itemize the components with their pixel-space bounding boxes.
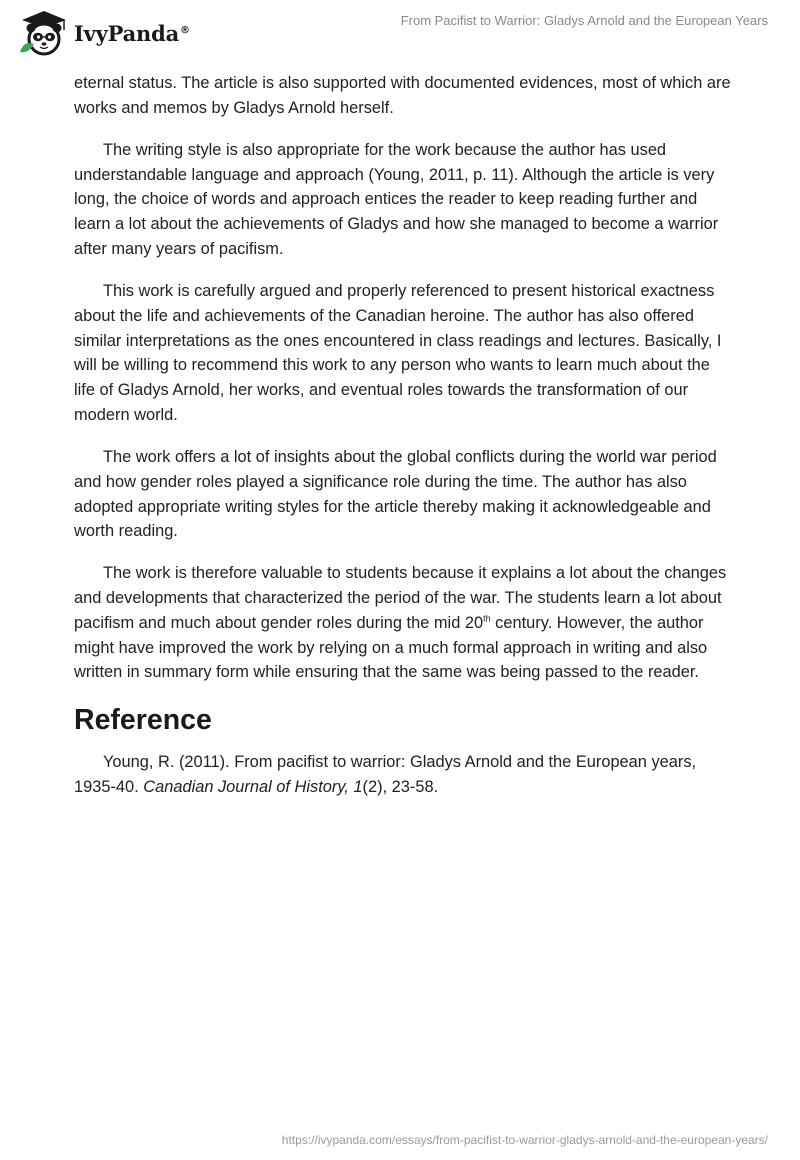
reference-entry: Young, R. (2011). From pacifist to warrior: Gladys Arnold and the European years, 1935-40. Canadian Journal of History, 1(2), 23-58. bbox=[74, 753, 697, 796]
logo-text: IvyPanda® bbox=[74, 20, 190, 46]
paragraph-5: The work is therefore valuable to students because it explains a lot about the changes and developments that characterized the period of the war. The students learn a lot about pacifism and much about gender roles during the mid 20th century. However, the author might have improved the work by relying on a much formal approach in writing and also written in summary form while ensuring that the same was being passed to the reader. bbox=[74, 564, 727, 682]
reference-heading: Reference bbox=[74, 704, 212, 737]
ivypanda-logo[interactable] bbox=[14, 8, 190, 58]
paragraph-4: The work offers a lot of insights about the global conflicts during the world war period and how gender roles played a significance role during the time. The author has also adopted appropriate writing styles for the article thereby making it acknowledgeable and worth reading. bbox=[74, 447, 717, 541]
superscript-th: th bbox=[483, 613, 491, 624]
footer-url[interactable]: https://ivypanda.com/essays/from-pacifist-to-warrior-gladys-arnold-and-the-european-years/ bbox=[281, 1133, 768, 1147]
paragraph-2: The writing style is also appropriate for the work because the author has used understandable language and approach (Young, 2011, p. 11). Although the article is very long, the choice of words and approach entices the reader to keep reading further and learn a lot about the achievements of Gladys and how she managed to become a warrior after many years of pacifism. bbox=[74, 140, 719, 258]
paragraph-1: eternal status. The article is also supported with documented evidences, most of which are works and memos by Gladys Arnold herself. bbox=[74, 74, 731, 117]
panda-mascot-icon bbox=[14, 8, 70, 58]
paragraph-3: This work is carefully argued and properly referenced to present historical exactness about the life and achievements of the Canadian heroine. The author has also offered similar interpretations as the ones encountered in class readings and lectures. Basically, I will be willing to recommend this work to any person who wants to learn much about the life of Gladys Arnold, her works, and eventual roles towards the transformation of our modern world. bbox=[74, 281, 722, 424]
header-document-title: From Pacifist to Warrior: Gladys Arnold and the European Years bbox=[400, 13, 768, 28]
essay-body bbox=[74, 71, 734, 817]
journal-title: Canadian Journal of History, 1 bbox=[143, 777, 363, 796]
page-header bbox=[0, 0, 800, 70]
